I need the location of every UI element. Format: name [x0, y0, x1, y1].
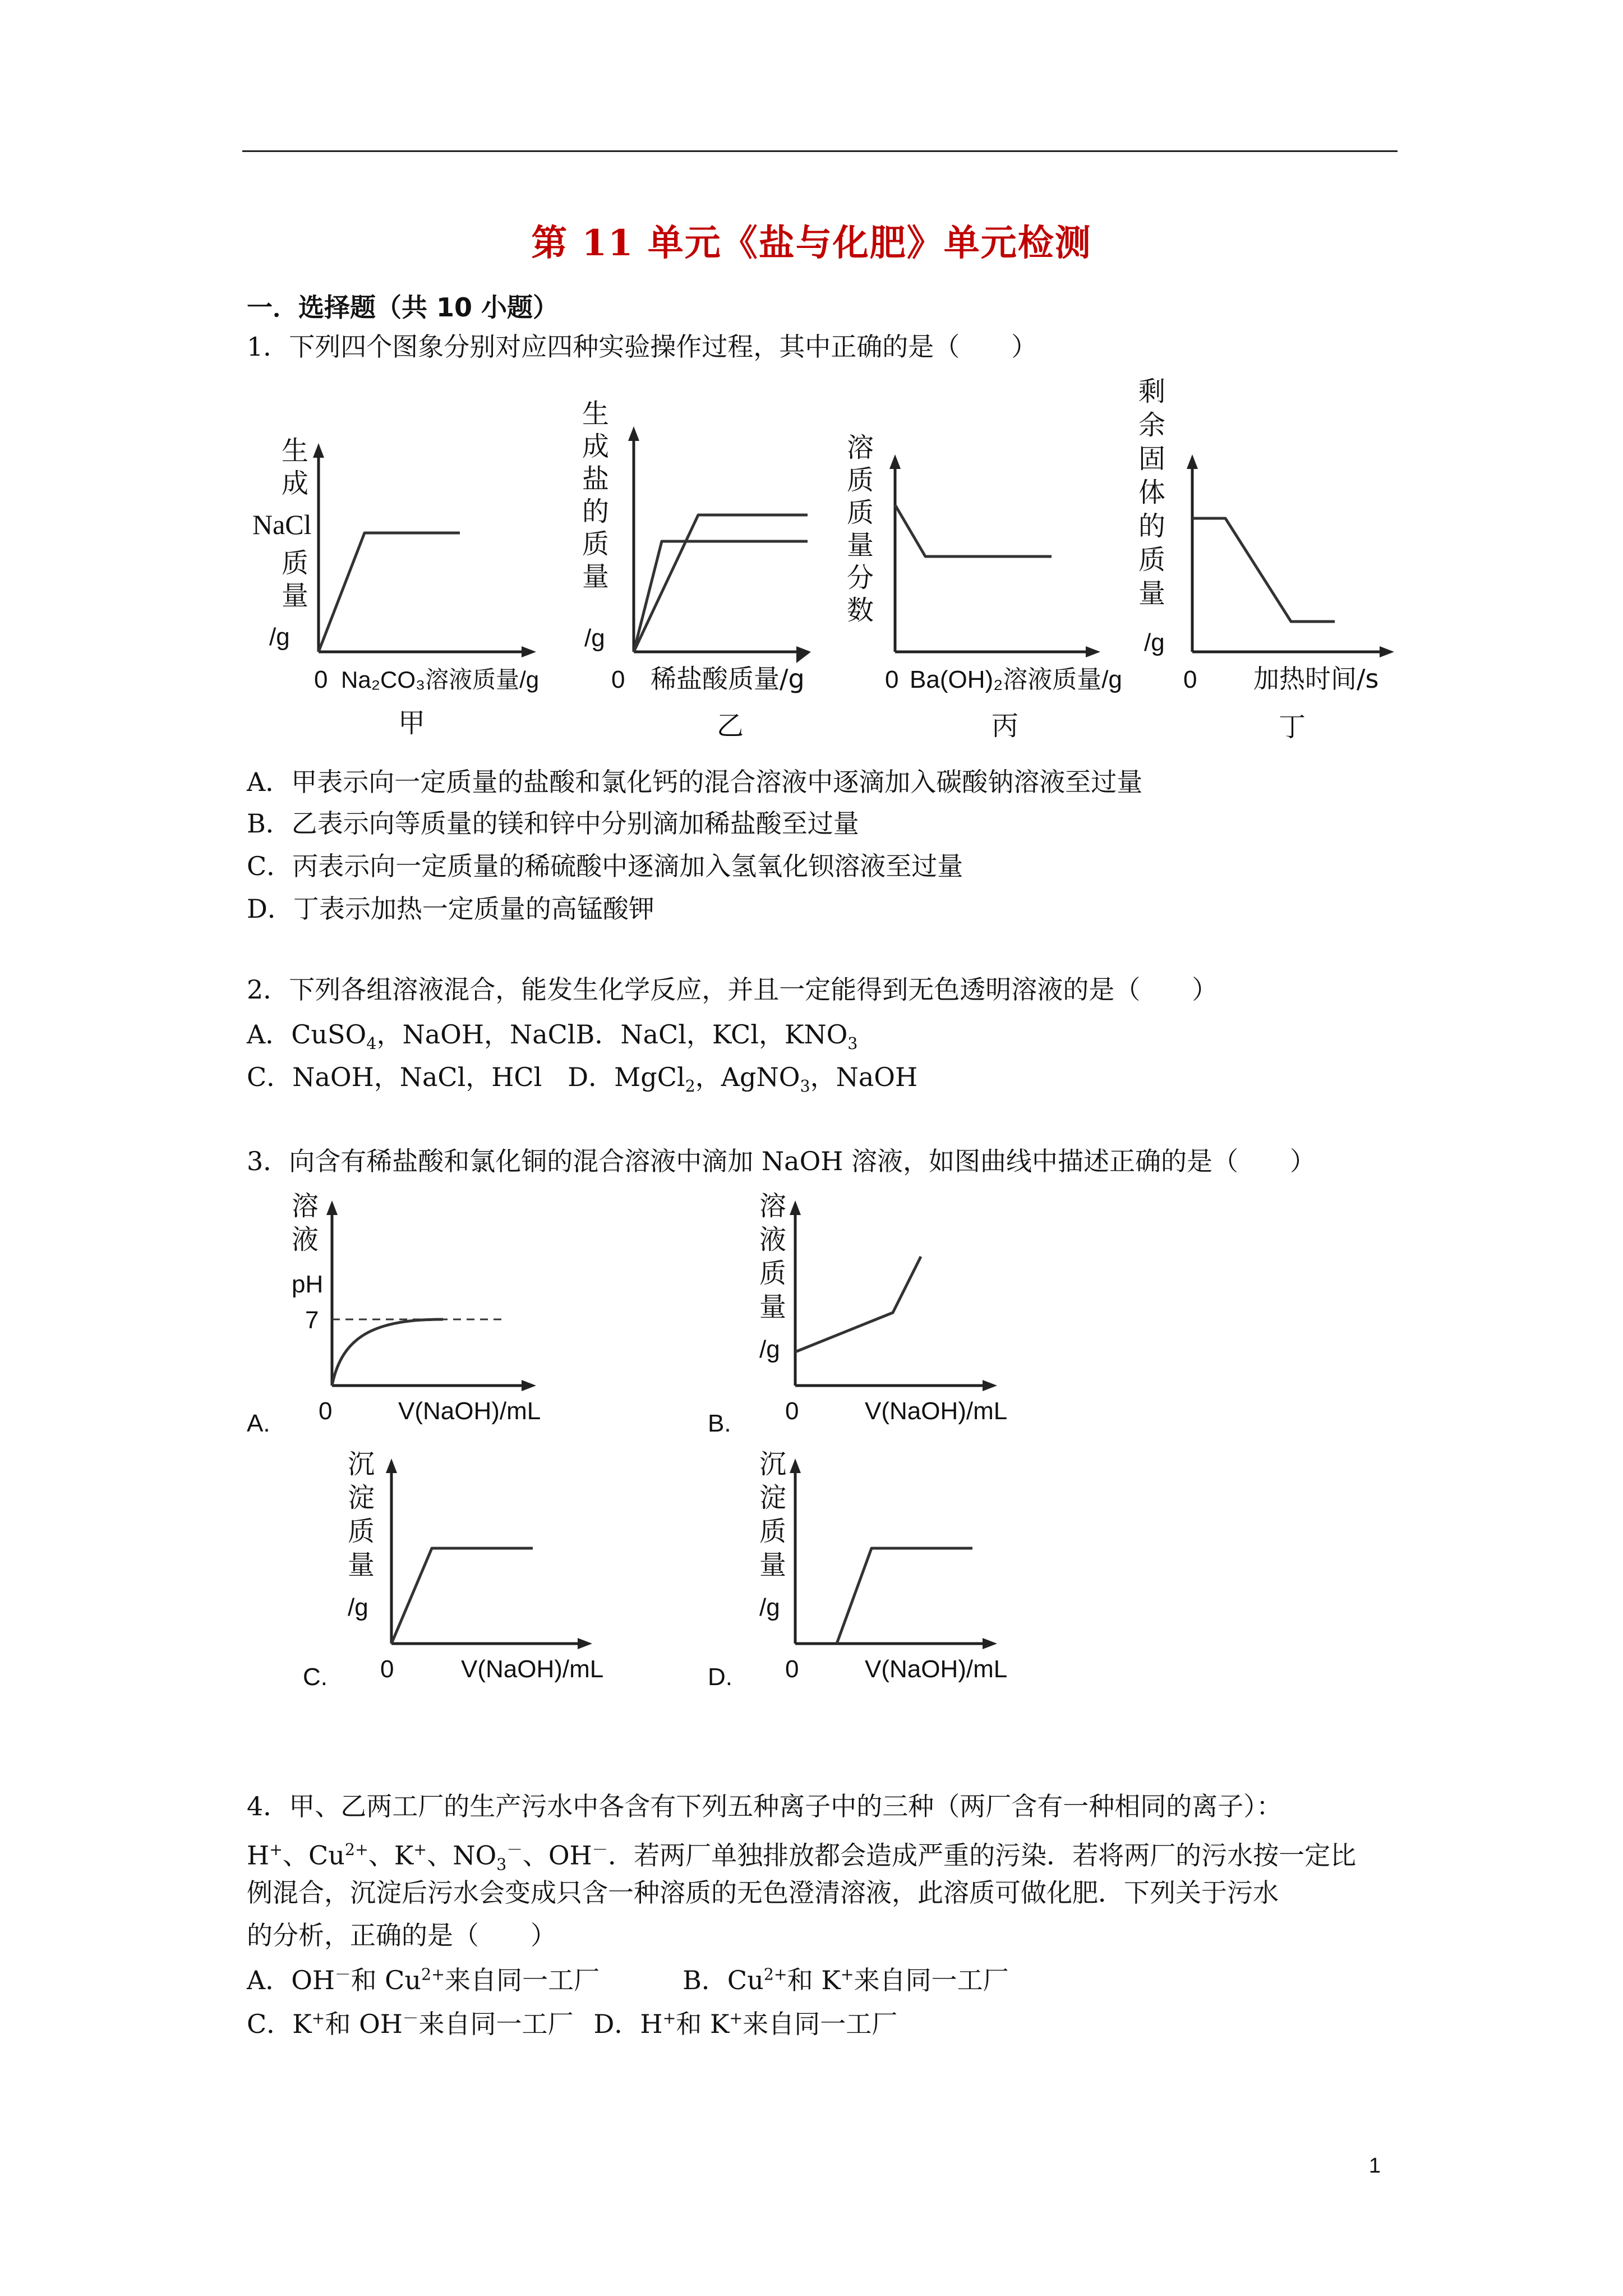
y-label-5: 质	[1138, 544, 1166, 576]
y-label-1: 液	[759, 1224, 787, 1255]
y-arrow	[1187, 454, 1198, 469]
x-axis-label: V(NaOH)/mL	[865, 1655, 1008, 1683]
y-label-1: 成	[582, 431, 610, 462]
curve-zn	[634, 515, 808, 652]
q3-graph-b	[708, 1189, 1055, 1436]
x-arrow	[522, 1380, 536, 1391]
y-label-5: /g	[269, 623, 290, 651]
y-label-5: 量	[582, 561, 610, 592]
y-arrow	[790, 1200, 801, 1215]
y-label-4: /g	[759, 1594, 780, 1621]
curve	[391, 1548, 533, 1644]
y-label-0: 沉	[759, 1448, 787, 1480]
origin-label: 0	[885, 666, 899, 693]
origin-label: 0	[785, 1397, 799, 1425]
origin-label: 0	[611, 666, 625, 693]
y-label-3: 量	[759, 1291, 787, 1323]
q4-line-3: 例混合，沉淀后污水会变成只含一种溶质的无色澄清溶液，此溶质可做化肥．下列关于污水	[247, 1878, 1279, 1908]
option-letter: C.	[303, 1663, 328, 1691]
document-title: 第 11 单元《盐与化肥》单元检测	[531, 222, 1092, 264]
y-label-3: 量	[348, 1549, 375, 1581]
y-label-6: 量	[1138, 578, 1166, 609]
q2-option-a: A．CuSO	[247, 1019, 367, 1050]
tick-7: 7	[305, 1306, 319, 1334]
q1-option-c: C．丙表示向一定质量的稀硫酸中逐滴加入氢氧化钡溶液至过量	[247, 851, 963, 881]
x-arrow	[983, 1638, 997, 1649]
y-label-4: 质	[582, 528, 610, 560]
q2-stem: 2．下列各组溶液混合，能发生化学反应，并且一定能得到无色透明溶液的是（ ）	[247, 974, 1218, 1005]
curve	[895, 505, 1052, 556]
origin-label: 0	[1183, 666, 1197, 693]
origin-label: 0	[785, 1655, 799, 1683]
y-label-1: 淀	[759, 1482, 787, 1513]
y-label-4: 分	[847, 562, 874, 593]
header-rule	[242, 150, 1398, 152]
y-arrow	[386, 1458, 397, 1473]
x-arrow	[1380, 646, 1394, 657]
y-label-7: /g	[1144, 629, 1165, 656]
y-label-4: 的	[1138, 510, 1166, 542]
q4-line-4: 的分析，正确的是（ ）	[247, 1920, 556, 1950]
origin-label: 0	[319, 1397, 333, 1425]
x-axis-label: Ba(OH)₂溶液质量/g	[910, 666, 1122, 693]
q2-options-cd: C．NaOH，NaCl，HCl D．MgCl$_2$，AgNO$_3$，NaOH	[247, 1062, 918, 1096]
y-label-1: 淀	[348, 1482, 375, 1513]
x-axis-label: V(NaOH)/mL	[461, 1655, 604, 1683]
q1-stem: 1．下列四个图象分别对应四种实验操作过程，其中正确的是（ ）	[247, 332, 1038, 362]
y-label-3: 的	[582, 496, 610, 527]
y-label-2: NaCl	[252, 509, 312, 540]
y-label-1: 质	[847, 464, 874, 496]
q4-line-1: 4．甲、乙两工厂的生产污水中各含有下列五种离子中的三种（两厂含有一种相同的离子）：	[247, 1791, 1283, 1821]
y-label-2: 质	[348, 1516, 375, 1547]
graph-caption: 甲	[398, 707, 426, 739]
section-heading: 一．选择题（共 10 小题）	[247, 292, 559, 323]
q4-options-ab: A．OH－和 $Cu^{2+}$来自同一工厂 B．$Cu^{2+}$和 K+来自同一工厂	[247, 1965, 1009, 1995]
q1-option-a: A．甲表示向一定质量的盐酸和氯化钙的混合溶液中逐滴加入碳酸钠溶液至过量	[247, 767, 1143, 797]
y-label-5: 数	[847, 595, 874, 626]
x-arrow	[796, 646, 811, 663]
x-arrow	[983, 1380, 997, 1391]
q2-option-c-d: C．NaOH，NaCl，HCl D．MgCl	[247, 1062, 685, 1092]
ph-curve	[332, 1319, 443, 1386]
y-label-0: 剩	[1138, 376, 1166, 407]
y-label-2: 盐	[582, 463, 610, 495]
y-label-0: 生	[282, 435, 309, 467]
q1-graph-jia	[247, 435, 583, 752]
y-axis-label	[252, 435, 312, 651]
q4-option-b: B．Cu	[683, 1965, 764, 1995]
q1-option-b: B．乙表示向等质量的镁和锌中分别滴加稀盐酸至过量	[247, 808, 859, 839]
y-label-3: 质	[282, 547, 309, 579]
graph-caption: 乙	[717, 710, 744, 742]
x-arrow	[1086, 646, 1100, 657]
curve	[1192, 518, 1335, 622]
y-label-0: 溶	[847, 432, 874, 463]
q4-option-c: C．K	[247, 2009, 312, 2039]
q2-options-ab: A．CuSO$_4$，NaOH，NaClB．NaCl，KCl，$KNO_3$	[247, 1019, 858, 1053]
x-arrow	[578, 1638, 592, 1649]
y-label-0: 生	[582, 398, 610, 430]
option-letter: B.	[708, 1410, 731, 1437]
x-axis-label: 稀盐酸质量/g	[651, 664, 805, 694]
option-letter: D.	[708, 1663, 732, 1691]
y-label-1: 液	[292, 1224, 319, 1255]
y-label-1: 余	[1138, 409, 1166, 441]
q4-option-d: D．H	[593, 2009, 663, 2039]
y-label-2: 质	[847, 497, 874, 528]
graph-caption: 丁	[1279, 711, 1306, 743]
y-arrow	[326, 1200, 338, 1215]
origin-label: 0	[314, 666, 328, 693]
q3-graph-d	[708, 1447, 1055, 1694]
q1-graph-ding	[1127, 375, 1408, 752]
x-axis-label: Na₂CO₃溶液质量/g	[341, 666, 540, 693]
q4-line-2: H+、$Cu^{2+}$、K+、$NO_3^-$、OH－．若两厂单独排放都会造成严重的污染．若将两厂的污水按一定比	[247, 1840, 1357, 1874]
y-label-0: 溶	[292, 1190, 319, 1222]
q1-graph-yi	[578, 398, 858, 752]
y-label-2: pH	[292, 1271, 324, 1298]
q3-graph-c	[303, 1447, 639, 1694]
y-label-2: 质	[759, 1258, 787, 1289]
y-arrow	[313, 443, 324, 458]
option-letter: A.	[247, 1410, 270, 1437]
y-label-4: 量	[282, 580, 309, 611]
graph-caption: 丙	[992, 710, 1019, 742]
q3-graph-a	[247, 1189, 583, 1436]
y-label-0: 溶	[759, 1190, 787, 1222]
y-label-3: 量	[759, 1549, 787, 1581]
y-label-4: /g	[348, 1594, 368, 1621]
q1-option-d: D．丁表示加热一定质量的高锰酸钾	[247, 894, 654, 924]
x-axis-label: 加热时间/s	[1253, 664, 1379, 694]
curve	[837, 1548, 972, 1644]
x-axis-label: V(NaOH)/mL	[398, 1397, 541, 1425]
curve	[795, 1257, 921, 1352]
x-axis-label: V(NaOH)/mL	[865, 1397, 1008, 1425]
y-label-2: 质	[759, 1516, 787, 1547]
y-label-1: 成	[282, 468, 309, 499]
y-label-6: /g	[584, 624, 605, 652]
curve	[319, 533, 460, 652]
y-arrow	[790, 1458, 801, 1473]
q3-stem: 3．向含有稀盐酸和氯化铜的混合溶液中滴加 NaOH 溶液，如图曲线中描述正确的是（ ）	[247, 1146, 1316, 1176]
y-label-2: 固	[1138, 443, 1166, 475]
q2-option-b: B．NaCl，KCl，KNO	[575, 1019, 848, 1050]
origin-label: 0	[380, 1655, 394, 1683]
page-number: 1	[1368, 2154, 1381, 2178]
y-label-4: /g	[759, 1336, 780, 1363]
y-label-0: 沉	[348, 1448, 375, 1480]
q1-graph-bing	[841, 432, 1155, 752]
y-label-3: 体	[1138, 477, 1166, 508]
y-arrow	[628, 426, 639, 441]
q4-options-cd: C．K+和 OH－来自同一工厂 D．H+和 K+来自同一工厂	[247, 2009, 898, 2039]
q4-option-a: A．OH	[247, 1965, 335, 1995]
y-label-3: 量	[847, 530, 874, 561]
y-arrow	[889, 454, 901, 469]
x-arrow	[522, 646, 536, 657]
